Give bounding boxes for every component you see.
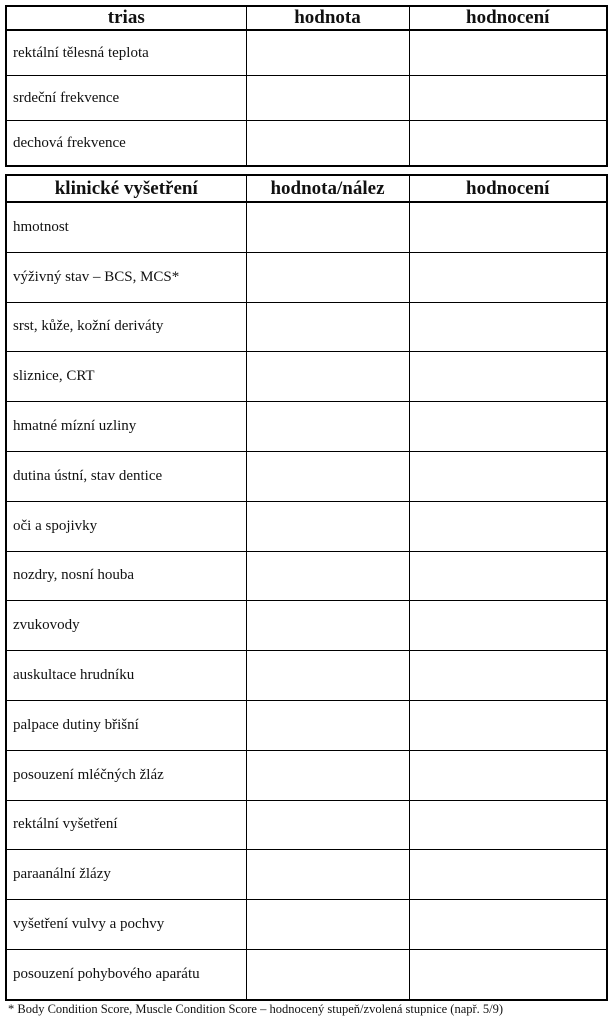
- value-cell[interactable]: [246, 850, 409, 900]
- table-row: [6, 601, 607, 651]
- column-header: hodnocení: [409, 6, 607, 30]
- table-row: [6, 76, 607, 121]
- value-cell[interactable]: [246, 252, 409, 302]
- value-cell[interactable]: [246, 800, 409, 850]
- table-row: [6, 750, 607, 800]
- value-cell[interactable]: [246, 700, 409, 750]
- value-cell[interactable]: [246, 651, 409, 701]
- row-label: paraanální žlázy: [6, 850, 246, 900]
- column-header: hodnota/nález: [246, 175, 409, 202]
- table-row: [6, 451, 607, 501]
- row-label: dutina ústní, stav dentice: [6, 451, 246, 501]
- assessment-cell[interactable]: [409, 850, 607, 900]
- assessment-cell[interactable]: [409, 451, 607, 501]
- assessment-cell[interactable]: [409, 302, 607, 352]
- assessment-cell[interactable]: [409, 76, 607, 121]
- value-cell[interactable]: [246, 451, 409, 501]
- assessment-cell[interactable]: [409, 121, 607, 167]
- row-label: posouzení mléčných žláz: [6, 750, 246, 800]
- column-header: hodnota: [246, 6, 409, 30]
- row-label: hmatné mízní uzliny: [6, 402, 246, 452]
- table-row: [6, 551, 607, 601]
- table-row: [6, 850, 607, 900]
- value-cell[interactable]: [246, 302, 409, 352]
- row-label: sliznice, CRT: [6, 352, 246, 402]
- assessment-cell[interactable]: [409, 750, 607, 800]
- value-cell[interactable]: [246, 949, 409, 999]
- table-row: [6, 700, 607, 750]
- column-header: trias: [6, 6, 246, 30]
- table-row: [6, 402, 607, 452]
- row-label: oči a spojivky: [6, 501, 246, 551]
- row-label: nozdry, nosní houba: [6, 551, 246, 601]
- assessment-cell[interactable]: [409, 402, 607, 452]
- row-label: dechová frekvence: [6, 121, 246, 167]
- assessment-cell[interactable]: [409, 900, 607, 950]
- assessment-cell[interactable]: [409, 700, 607, 750]
- row-label: auskultace hrudníku: [6, 651, 246, 701]
- value-cell[interactable]: [246, 900, 409, 950]
- table-row: [6, 900, 607, 950]
- assessment-cell[interactable]: [409, 352, 607, 402]
- row-label: rektální tělesná teplota: [6, 30, 246, 76]
- assessment-cell[interactable]: [409, 551, 607, 601]
- row-label: zvukovody: [6, 601, 246, 651]
- header-row: [6, 175, 607, 202]
- clinical-exam-table: [5, 174, 608, 1001]
- table-row: [6, 800, 607, 850]
- assessment-cell[interactable]: [409, 501, 607, 551]
- column-header: hodnocení: [409, 175, 607, 202]
- assessment-cell[interactable]: [409, 601, 607, 651]
- assessment-cell[interactable]: [409, 252, 607, 302]
- row-label: vyšetření vulvy a pochvy: [6, 900, 246, 950]
- assessment-cell[interactable]: [409, 800, 607, 850]
- value-cell[interactable]: [246, 202, 409, 252]
- table-row: [6, 202, 607, 252]
- row-label: palpace dutiny břišní: [6, 700, 246, 750]
- value-cell[interactable]: [246, 76, 409, 121]
- table-row: [6, 501, 607, 551]
- value-cell[interactable]: [246, 402, 409, 452]
- footnote: * Body Condition Score, Muscle Condition Score – hodnocený stupeň/zvolená stupnice (např. 5/9): [8, 1002, 504, 1016]
- assessment-cell[interactable]: [409, 651, 607, 701]
- table-row: [6, 121, 607, 167]
- value-cell[interactable]: [246, 30, 409, 76]
- table-row: [6, 30, 607, 76]
- row-label: výživný stav – BCS, MCS*: [6, 252, 246, 302]
- value-cell[interactable]: [246, 121, 409, 167]
- assessment-cell[interactable]: [409, 949, 607, 999]
- trias-table: [5, 5, 608, 167]
- value-cell[interactable]: [246, 601, 409, 651]
- assessment-cell[interactable]: [409, 30, 607, 76]
- value-cell[interactable]: [246, 352, 409, 402]
- table-row: [6, 252, 607, 302]
- value-cell[interactable]: [246, 551, 409, 601]
- row-label: rektální vyšetření: [6, 800, 246, 850]
- value-cell[interactable]: [246, 501, 409, 551]
- assessment-cell[interactable]: [409, 202, 607, 252]
- header-row: [6, 6, 607, 30]
- table-row: [6, 651, 607, 701]
- column-header: klinické vyšetření: [6, 175, 246, 202]
- value-cell[interactable]: [246, 750, 409, 800]
- table-row: [6, 352, 607, 402]
- table-row: [6, 949, 607, 999]
- table-row: [6, 302, 607, 352]
- row-label: hmotnost: [6, 202, 246, 252]
- row-label: srdeční frekvence: [6, 76, 246, 121]
- row-label: posouzení pohybového aparátu: [6, 949, 246, 999]
- row-label: srst, kůže, kožní deriváty: [6, 302, 246, 352]
